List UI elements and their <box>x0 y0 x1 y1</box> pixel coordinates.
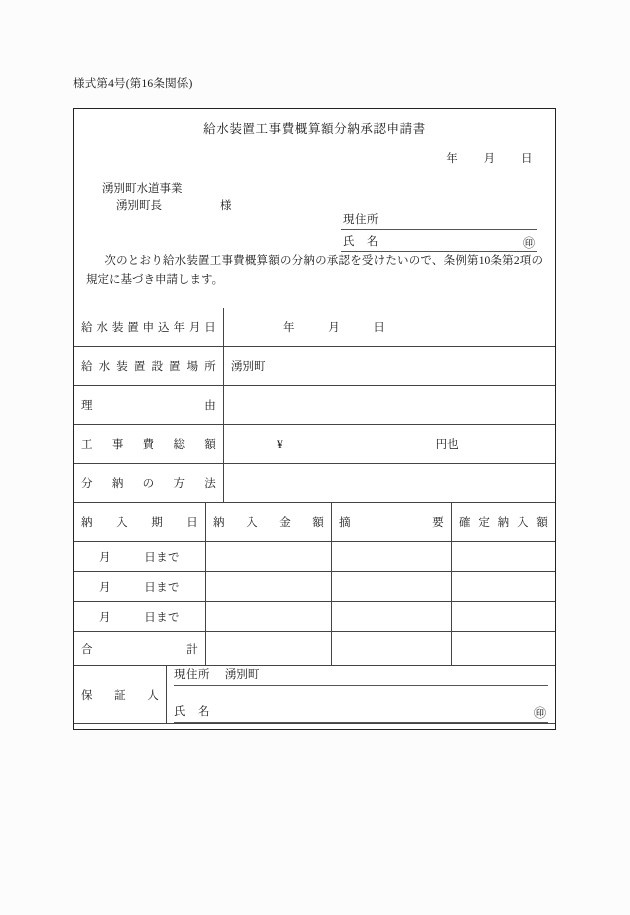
label-chars <box>81 687 159 703</box>
row-label-installment-method <box>74 464 224 503</box>
guarantor-address-field[interactable] <box>174 666 548 686</box>
installment-confirmed-2[interactable] <box>452 572 556 602</box>
label-char: の <box>142 478 155 490</box>
due-day-label: 日まで <box>144 551 180 564</box>
addressee-official-line <box>102 198 232 215</box>
guarantor-name-label: 氏 名 <box>174 706 210 718</box>
label-char: 工 <box>81 439 93 451</box>
label-char: 給 <box>81 361 93 373</box>
label-char: 水 <box>96 322 109 334</box>
guarantor-seal-icon: ㊞ <box>533 706 546 720</box>
label-char: 設 <box>151 361 164 373</box>
label-chars <box>339 514 444 530</box>
total-amount[interactable] <box>206 632 332 666</box>
label-char: 保 <box>81 689 93 702</box>
installment-due-date-2[interactable] <box>74 572 206 602</box>
label-char: 装 <box>111 322 124 334</box>
label-char: 置 <box>133 361 146 373</box>
label-char: 金 <box>279 517 291 529</box>
label-char: 装 <box>116 361 128 373</box>
label-chars <box>459 514 548 530</box>
label-chars <box>81 436 216 452</box>
date-month-label: 月 <box>328 322 341 334</box>
label-char: 入 <box>516 517 529 529</box>
table-row <box>74 386 555 425</box>
label-char: 納 <box>497 517 510 529</box>
label-char: 分 <box>81 478 93 490</box>
applicant-name-label: 氏 名 <box>343 236 379 248</box>
label-char: 置 <box>169 361 181 373</box>
label-char: 額 <box>536 517 548 529</box>
applicant-address-field[interactable] <box>341 212 537 230</box>
row-label-installation-site <box>74 347 224 386</box>
label-char: 確 <box>459 517 471 529</box>
label-char: 水 <box>98 361 111 373</box>
total-confirmed[interactable] <box>452 632 556 666</box>
installment-due-date-3[interactable] <box>74 602 206 632</box>
label-char: 入 <box>246 517 258 529</box>
due-date-value <box>81 609 198 625</box>
installment-remarks-2[interactable] <box>332 572 452 602</box>
document-title: 給水装置工事費概算額分納承認申請書 <box>203 122 426 136</box>
label-chars <box>81 514 198 530</box>
application-body-text: 次のとおり給水装置工事費概算額の分納の承認を受けたいので、条例第10条第2項の規定に基づき申請します。 <box>86 255 543 286</box>
due-date-value <box>81 579 198 595</box>
column-header-remarks <box>332 503 452 542</box>
applicant-seal-icon: ㊞ <box>522 236 535 250</box>
label-char: 計 <box>186 643 198 656</box>
table-row <box>74 572 555 602</box>
addressee-official: 湧別町長 <box>116 200 162 212</box>
installment-confirmed-3[interactable] <box>452 602 556 632</box>
label-char: 事 <box>111 439 124 451</box>
row-value-installment-method[interactable] <box>224 464 556 503</box>
label-char: 合 <box>81 643 93 656</box>
document-date-line <box>446 150 533 166</box>
currency-unit-label: 円也 <box>435 439 459 451</box>
label-chars <box>81 397 216 413</box>
table-row <box>74 347 555 386</box>
label-char: 納 <box>81 517 93 529</box>
label-char: 納 <box>111 478 124 490</box>
date-year-label: 年 <box>283 322 295 334</box>
label-char: 摘 <box>339 517 351 529</box>
label-chars <box>213 514 324 530</box>
label-char: 置 <box>127 322 139 334</box>
label-char: 納 <box>213 517 225 529</box>
form-number: 様式第4号(第16条関係) <box>73 78 193 90</box>
addressee-block <box>102 181 232 215</box>
payment-schedule-table <box>74 503 555 666</box>
guarantor-name-field[interactable] <box>174 703 548 723</box>
label-char: 申 <box>142 322 155 334</box>
table-row <box>74 308 555 347</box>
date-month-label: 月 <box>483 153 496 165</box>
addressee-organization: 湧別町水道事業 <box>102 183 183 195</box>
installment-remarks-3[interactable] <box>332 602 452 632</box>
table-row <box>74 464 555 503</box>
label-char: 年 <box>173 322 186 334</box>
label-char: 期 <box>151 517 163 529</box>
label-char: 額 <box>312 517 324 529</box>
column-header-due-date <box>74 503 206 542</box>
label-char: 総 <box>173 439 186 451</box>
label-char: 入 <box>116 517 128 529</box>
column-header-confirmed-amount <box>452 503 556 542</box>
date-day-label: 日 <box>373 322 386 334</box>
guarantor-address-label: 現住所 <box>174 669 210 681</box>
table-row <box>74 425 555 464</box>
row-value-installation-site[interactable]: 湧別町 <box>224 347 556 386</box>
application-date-value <box>231 319 385 335</box>
label-char: 込 <box>158 322 170 334</box>
row-label-application-date <box>74 308 224 347</box>
due-date-value <box>81 549 198 565</box>
guarantor-row <box>74 666 555 724</box>
label-char: 方 <box>173 478 186 490</box>
label-char: 日 <box>186 517 198 529</box>
due-month-label: 月 <box>99 581 111 594</box>
guarantor-table <box>74 666 555 724</box>
label-char: 費 <box>142 439 155 451</box>
applicant-address-label: 現住所 <box>343 214 379 226</box>
guarantor-label <box>74 666 167 724</box>
label-char: 所 <box>204 361 216 373</box>
installment-amount-2[interactable] <box>206 572 332 602</box>
total-remarks[interactable] <box>332 632 452 666</box>
applicant-name-field[interactable] <box>341 234 537 252</box>
row-value-reason[interactable] <box>224 386 556 425</box>
label-chars <box>81 641 198 657</box>
due-month-label: 月 <box>99 551 111 564</box>
column-header-payment-amount <box>206 503 332 542</box>
guarantor-address-value: 湧別町 <box>224 669 260 681</box>
label-char: 要 <box>432 517 444 529</box>
label-char: 人 <box>147 689 159 702</box>
label-chars <box>81 475 216 491</box>
installment-due-date-1[interactable] <box>74 542 206 572</box>
due-day-label: 日まで <box>144 581 180 594</box>
applicant-block <box>341 212 537 252</box>
label-char: 定 <box>478 517 491 529</box>
row-label-total-cost <box>74 425 224 464</box>
label-chars <box>81 319 216 335</box>
application-form-frame <box>73 108 556 730</box>
guarantor-fields <box>167 666 556 724</box>
label-char: 給 <box>81 322 93 334</box>
row-label-reason <box>74 386 224 425</box>
installment-amount-3[interactable] <box>206 602 332 632</box>
currency-symbol: ¥ <box>277 439 283 451</box>
label-char: 法 <box>204 478 216 490</box>
installment-amount-1[interactable] <box>206 542 332 572</box>
due-day-label: 日まで <box>144 611 180 624</box>
label-char: 場 <box>186 361 199 373</box>
label-char: 月 <box>188 322 201 334</box>
label-char: 日 <box>204 322 216 334</box>
label-char: 理 <box>81 400 93 412</box>
form-header-area <box>74 109 555 308</box>
detail-table <box>74 308 555 503</box>
row-value-application-date[interactable] <box>224 308 556 347</box>
addressee-honorific: 様 <box>220 200 232 212</box>
date-year-label: 年 <box>446 153 459 165</box>
label-chars <box>81 358 216 374</box>
row-value-total-cost[interactable] <box>224 425 556 464</box>
date-day-label: 日 <box>521 153 533 165</box>
table-row <box>74 602 555 632</box>
label-char: 額 <box>204 439 216 451</box>
label-char: 由 <box>204 400 216 412</box>
payment-header-row <box>74 503 555 542</box>
due-month-label: 月 <box>99 611 111 624</box>
table-row <box>74 542 555 572</box>
installment-confirmed-1[interactable] <box>452 542 556 572</box>
payment-total-row <box>74 632 555 666</box>
label-char: 証 <box>114 689 126 702</box>
total-row-label <box>74 632 206 666</box>
installment-remarks-1[interactable] <box>332 542 452 572</box>
